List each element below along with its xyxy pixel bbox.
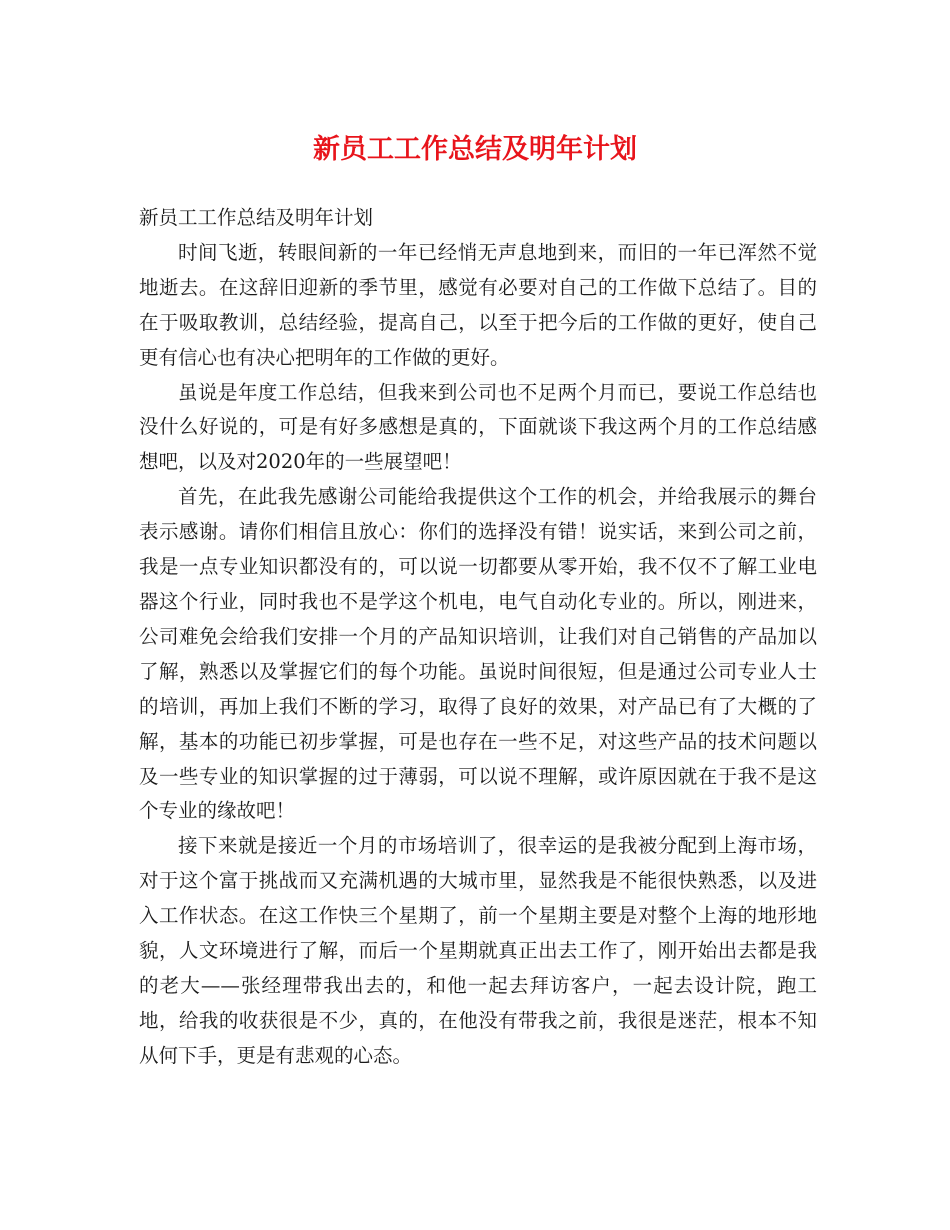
document-subtitle: 新员工工作总结及明年计划 <box>139 206 374 229</box>
paragraph-4: 接下来就是接近一个月的市场培训了，很幸运的是我被分配到上海市场，对于这个富于挑战而又充满机遇的大城市里，显然我是不能很快熟悉，以及进入工作状态。在这工作快三个星期了，前一个星期主要是对整个上海的地形地貌，人文环境进行了解，而后一个星期就真正出去工作了，刚开始出去都是我的老大——张经理带我出去的，和他一起去拜访客户，一起去设计院，跑工地，给我的收获很是不少，真的，在他没有带我之前，我很是迷茫，根本不知从何下手，更是有悲观的心态。 <box>139 834 817 1067</box>
paragraph-1: 时间飞逝，转眼间新的一年已经悄无声息地到来，而旧的一年已浑然不觉地逝去。在这辞旧迎新的季节里，感觉有必要对自己的工作做下总结了。目的在于吸取教训，总结经验，提高自己，以至于把今后的工作做的更好，使自己更有信心也有决心把明年的工作做的更好。 <box>139 240 817 369</box>
paragraph-2: 虽说是年度工作总结，但我来到公司也不足两个月而已，要说工作总结也没什么好说的，可是有好多感想是真的，下面就谈下我这两个月的工作总结感想吧，以及对2020年的一些展望吧！ <box>139 380 817 474</box>
paragraph-3: 首先，在此我先感谢公司能给我提供这个工作的机会，并给我展示的舞台表示感谢。请你们相信且放心：你们的选择没有错！说实话，来到公司之前，我是一点专业知识都没有的，可以说一切都要从零开始，我不仅不了解工业电器这个行业，同时我也不是学这个机电，电气自动化专业的。所以，刚进来，公司难免会给我们安排一个月的产品知识培训，让我们对自己销售的产品加以了解，熟悉以及掌握它们的每个功能。虽说时间很短，但是通过公司专业人士的培训，再加上我们不断的学习，取得了良好的效果，对产品已有了大概的了解，基本的功能已初步掌握，可是也存在一些不足，对这些产品的技术问题以及一些专业的知识掌握的过于薄弱，可以说不理解，或许原因就在于我不是这个专业的缘故吧！ <box>139 485 817 823</box>
document-body <box>139 201 817 1074</box>
document-title: 新员工工作总结及明年计划 <box>313 134 637 165</box>
